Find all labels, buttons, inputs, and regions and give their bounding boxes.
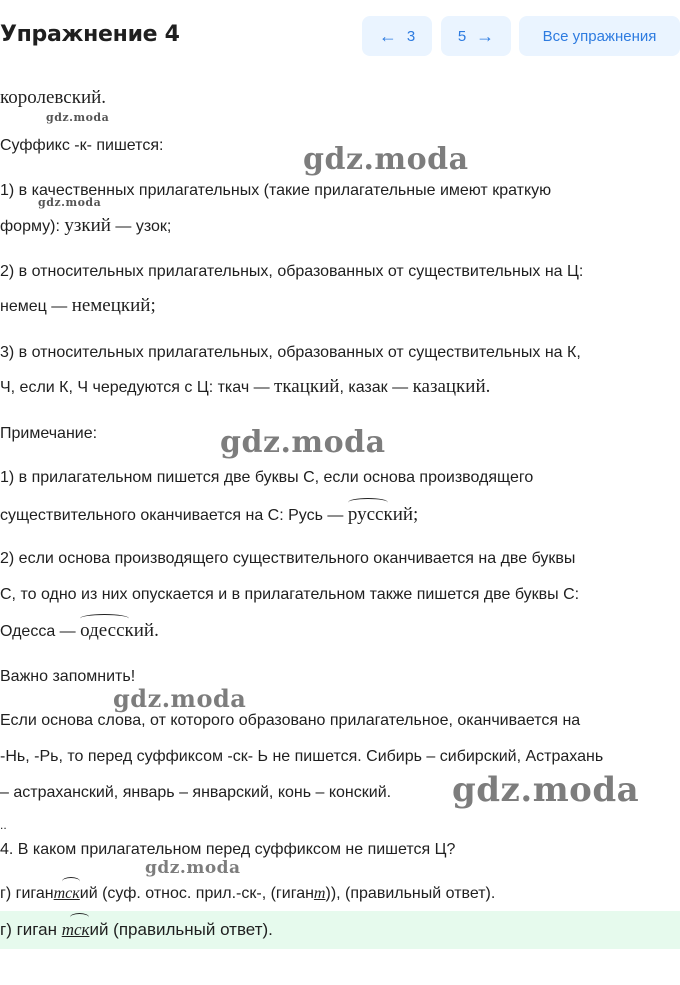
morpheme-tsk: тск [54, 884, 80, 904]
text-line: Важно запомнить! [0, 668, 136, 685]
page-title: Упражнение 4 [0, 22, 180, 47]
text-line: С, то одно из них опускается и в прилагательном также пишется две буквы С: [0, 586, 580, 603]
watermark-logo: gdz.moda [145, 858, 241, 878]
text-line: Примечание: [0, 425, 98, 442]
text-line: – астраханский, январь – январский, конь – конский. [0, 784, 392, 801]
watermark-logo: gdz.moda [220, 425, 386, 460]
page-header [0, 0, 680, 60]
text-line: 2) в относительных прилагательных, образованных от существительных на Ц: [0, 263, 584, 280]
text-line: существительного оканчивается на С: Русь — русский; [0, 505, 418, 526]
word-odesskiy: одесский. [80, 621, 159, 641]
arrow-right-icon: → [476, 26, 495, 46]
text-line: Если основа слова, от которого образовано прилагательное, оканчивается на [0, 712, 581, 729]
morpheme-t: т [313, 885, 326, 902]
watermark-logo: gdz.moda [113, 684, 247, 713]
text-line: 2) если основа производящего существительного оканчивается на две буквы [0, 550, 576, 567]
all-exercises-button[interactable]: Все упражнения [519, 16, 680, 56]
word-kazatskiy: казацкий. [412, 376, 491, 397]
watermark-logo: gdz.moda [38, 196, 102, 209]
text-line: -Нь, -Рь, то перед суффиксом -ск- Ь не пишется. Сибирь – сибирский, Астрахань [0, 748, 604, 765]
text-line [0, 88, 106, 108]
word-uzkiy: узкий [64, 215, 111, 236]
text-line: 3) в относительных прилагательных, образованных от существительных на К, [0, 344, 581, 361]
text-line: немец — немецкий; [0, 295, 156, 316]
answer-box [0, 911, 680, 949]
word-nemetskiy: немецкий; [71, 295, 156, 316]
word-tkatskiy: ткацкий [274, 376, 340, 397]
next-exercise-label: 5 [457, 27, 467, 45]
text-line: .. [0, 818, 7, 832]
text-line: Суффикс -к- пишется: [0, 137, 164, 154]
text-line: 1) в прилагательном пишется две буквы С, если основа производящего [0, 469, 534, 486]
arrow-left-icon: ← [378, 26, 397, 46]
word-russkiy: русский; [348, 505, 418, 525]
prev-exercise-button[interactable] [362, 16, 432, 56]
text-line: Одесса — одесский. [0, 621, 159, 642]
text-line: форму): узкий — узок; [0, 215, 172, 236]
watermark-logo: gdz.moda [46, 111, 110, 124]
question-text: 4. В каком прилагательном перед суффиксом не пишется Ц? [0, 841, 456, 858]
clipped-text-line [0, 62, 520, 68]
text-line: Ч, если К, Ч чередуются с Ц: ткач — ткацкий, казак — казацкий. [0, 376, 491, 397]
next-exercise-button[interactable] [441, 16, 511, 56]
word-korolevskiy: королевский. [0, 87, 107, 108]
text-line: 1) в качественных прилагательных (такие прилагательные имеют краткую [0, 182, 552, 199]
watermark-logo: gdz.moda [452, 770, 640, 810]
text-line: г) гиган тский (суф. относ. прил.-ск-, (гигант)), (правильный ответ). [0, 884, 495, 904]
answer-text: г) гиган тский (правильный ответ). [0, 920, 273, 940]
prev-exercise-label: 3 [406, 27, 416, 45]
answer-morpheme-tsk: тск [62, 920, 90, 940]
watermark-logo: gdz.moda [303, 142, 469, 177]
